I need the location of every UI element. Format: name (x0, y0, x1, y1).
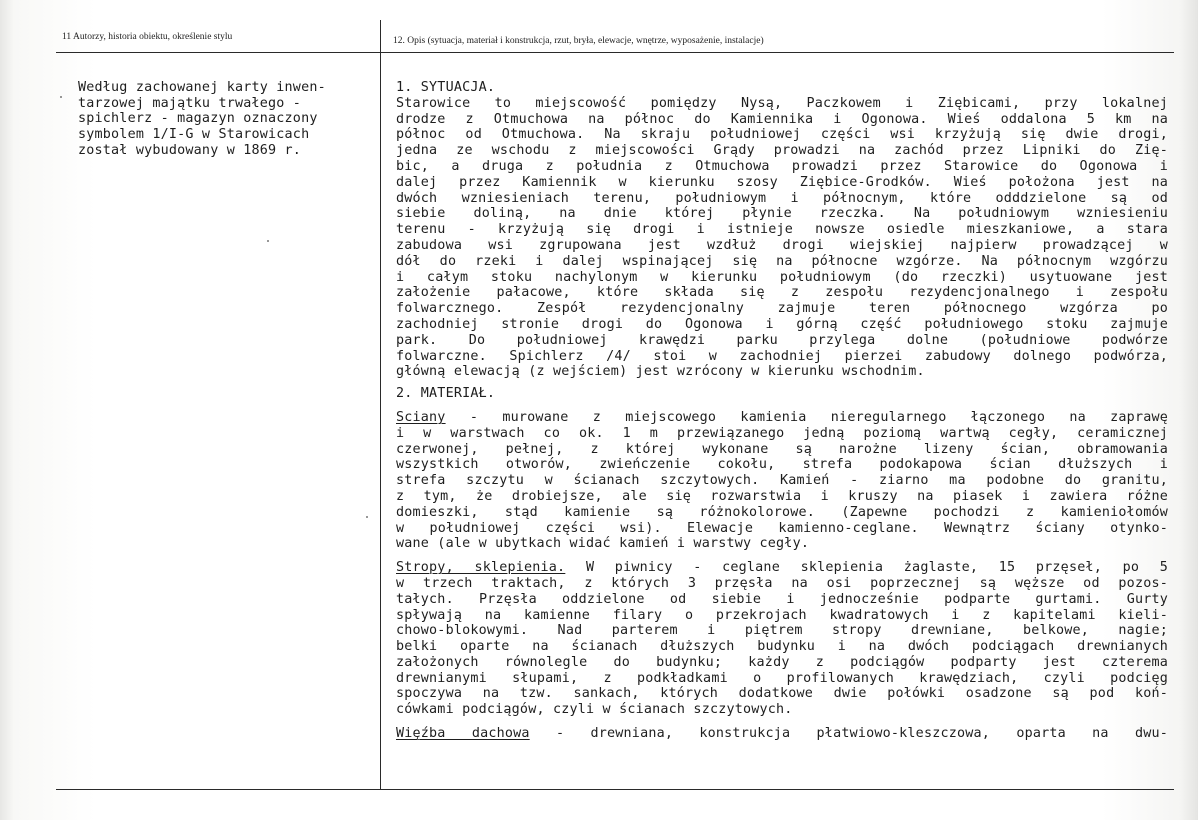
section-heading-situation: 1. SYTUACJA. (396, 80, 496, 95)
history-line: tarzowej majątku trwałego - (78, 95, 302, 111)
walls-line: w południowej części wsi). Elewacje kamienno-ceglane. Wewnątrz ściany otynko- (396, 520, 1168, 536)
vaults-line: spływają na kamienne filary o przekrojach kwadratowych i z kapitelami kieli- (396, 607, 1168, 623)
vaults-line: drewnianymi słupami, z podkładkami o profilowanych krawędziach, czyli podcięg (396, 670, 1168, 686)
history-text-block (78, 80, 370, 159)
scan-left-shadow (0, 0, 14, 820)
header-divider-line (56, 52, 1174, 53)
walls-line: wszystkich otworów, zwieńczenie cokołu, strefa podokapowa ścian dłuższych i (396, 457, 1168, 473)
roof-line (396, 726, 1168, 742)
situation-line: folwarczne. Spichlerz /4/ stoi w zachodniej pierzei zabudowy dolnego podwórza, (396, 348, 1168, 364)
walls-line: wane (ale w ubytkach widać kamień i warstwy cegły. (396, 536, 810, 552)
situation-line: dół do rzeki i dalej wspinającej się na północne wzgórze. Na północnym wzgórzu (396, 253, 1168, 269)
scan-speck (60, 96, 62, 98)
scan-right-shadow (1180, 0, 1198, 820)
vaults-line: założonych równolegle do budynku; każdy z podciągów podparty jest czterema (396, 654, 1168, 670)
scan-speck (366, 516, 368, 518)
walls-line: strefa szczytu w ścianach szczytowych. Kamień - ziarno ma podobne do granitu, (396, 473, 1168, 489)
situation-line: folwarcznego. Zespół rezydencjonalny zajmuje teren północnego wzgórza po (396, 301, 1168, 317)
situation-line: drodze z Otmuchowa na północ do Kamiennika i Ogonowa. Wieś oddalona 5 km na (396, 111, 1168, 127)
roof-term: Więźba dachowa (396, 726, 530, 742)
situation-line: jedna ze wschodu z miejscowości Grądy prowadzi na zachód przez Lipniki do Zię- (396, 143, 1168, 159)
vaults-term: Stropy, sklepienia. (396, 560, 566, 576)
history-line: symbolem 1/I-G w Starowicach (78, 127, 310, 143)
situation-line: dalej przez Kamiennik w kierunku szosy Ziębice-Grodków. Wieś położona jest na (396, 174, 1168, 190)
situation-line: główną elewacją (z wejściem) jest wzrócony w kierunku wschodnim. (396, 364, 925, 380)
walls-line (396, 410, 1168, 426)
walls-line: czerwonej, pełnej, z której wykonane są narożne lizeny ścian, obramowania (396, 441, 1168, 457)
history-line: został wybudowany w 1869 r. (78, 142, 302, 158)
situation-line: dwóch wzniesieniach terenu, południowym i północnym, które odddzielone są od (396, 190, 1168, 206)
walls-line-text: - murowane z miejscowego kamienia nieregularnego łączonego na zaprawę (445, 409, 1168, 425)
walls-line: domieszki, stąd kamienie są różnokolorowe. (Zapewne pochodzi z kamieniołomów (396, 504, 1168, 520)
scan-speck (267, 240, 269, 242)
history-line: spichlerz - magazyn oznaczony (78, 111, 318, 127)
vaults-line (396, 560, 1168, 576)
vaults-line: cówkami podciągów, czyli w ścianach szczytowych. (396, 702, 793, 718)
situation-line: zachodniej stronie drogi do Ogonowa i górną część południowego stoku zajmuje (396, 316, 1168, 332)
vaults-line: w trzech traktach, z których 3 przęsła na osi poprzecznej są węższe od pozos- (396, 575, 1168, 591)
column-divider-line (380, 20, 381, 790)
situation-line: park. Do południowej krawędzi parku przylega dolne (południowe podwórze (396, 332, 1168, 348)
vaults-line: belki oparte na ścianach dłuższych budynku i na dwóch podciągach drewnianych (396, 639, 1168, 655)
roof-line-text: - drewniana, konstrukcja płatwiowo-kleszczowa, oparta na dwu- (529, 726, 1168, 742)
left-column-header: 11 Autorzy, historia obiektu, określenie stylu (62, 32, 233, 42)
history-line: Według zachowanej karty inwen- (78, 80, 326, 95)
vaults-line: spoczywa na tzw. sankach, których dodatkowe dwie połówki osadzone są pod koń- (396, 686, 1168, 702)
situation-line: terenu - krzyżują się drogi i istnieje nowsze osiedle mieszkaniowe, a stara (396, 222, 1168, 238)
vaults-line: tałych. Przęsła oddzielone od siebie i jednocześnie podparte gurtami. Gurty (396, 591, 1168, 607)
walls-term: Ściany (396, 409, 446, 425)
right-column-header: 12. Opis (sytuacja, materiał i konstrukcja, rzut, bryła, elewacje, wnętrze, wyposażenie, instalacje) (393, 36, 764, 46)
situation-line: bic, a druga z południa z Otmuchowa prowadzi przez Starowice do Ogonowa i (396, 158, 1168, 174)
situation-line: i całym stoku nachylonym w kierunku południowym (do rzeczki) usytuowane jest (396, 269, 1168, 285)
walls-line: z tym, że drobiejsze, ale się rozwarstwia i kruszy na piasek i zawiera różne (396, 488, 1168, 504)
walls-line: i w warstwach co ok. 1 m przewiązanego jedną poziomą wartwą cegły, ceramicznej (396, 425, 1168, 441)
vaults-line: chowo-blokowymi. Nad parterem i piętrem stropy drewniane, belkowe, nagie; (396, 623, 1168, 639)
situation-line: siebie doliną, na dnie której płynie rzeczka. Na południowym wzniesieniu (396, 206, 1168, 222)
situation-line: północ od Otmuchowa. Na skraju południowej części wsi krzyżują się dwie drogi, (396, 127, 1168, 143)
vaults-line-text: W piwnicy - ceglane sklepienia żaglaste, 15 przęseł, po 5 (565, 560, 1168, 576)
situation-line: zabudowa wsi zgrupowana jest wzdłuż drogi wiejskiej najpierw prowadzącej w (396, 237, 1168, 253)
footer-divider-line (56, 789, 1174, 790)
description-text-block (396, 80, 1168, 742)
section-heading-material: 2. MATERIAŁ. (396, 386, 496, 402)
situation-line: Starowice to miejscowość pomiędzy Nysą, Paczkowem i Ziębicami, przy lokalnej (396, 95, 1168, 111)
situation-line: założenie pałacowe, które składa się z zespołu rezydencjonalnego i zespołu (396, 285, 1168, 301)
